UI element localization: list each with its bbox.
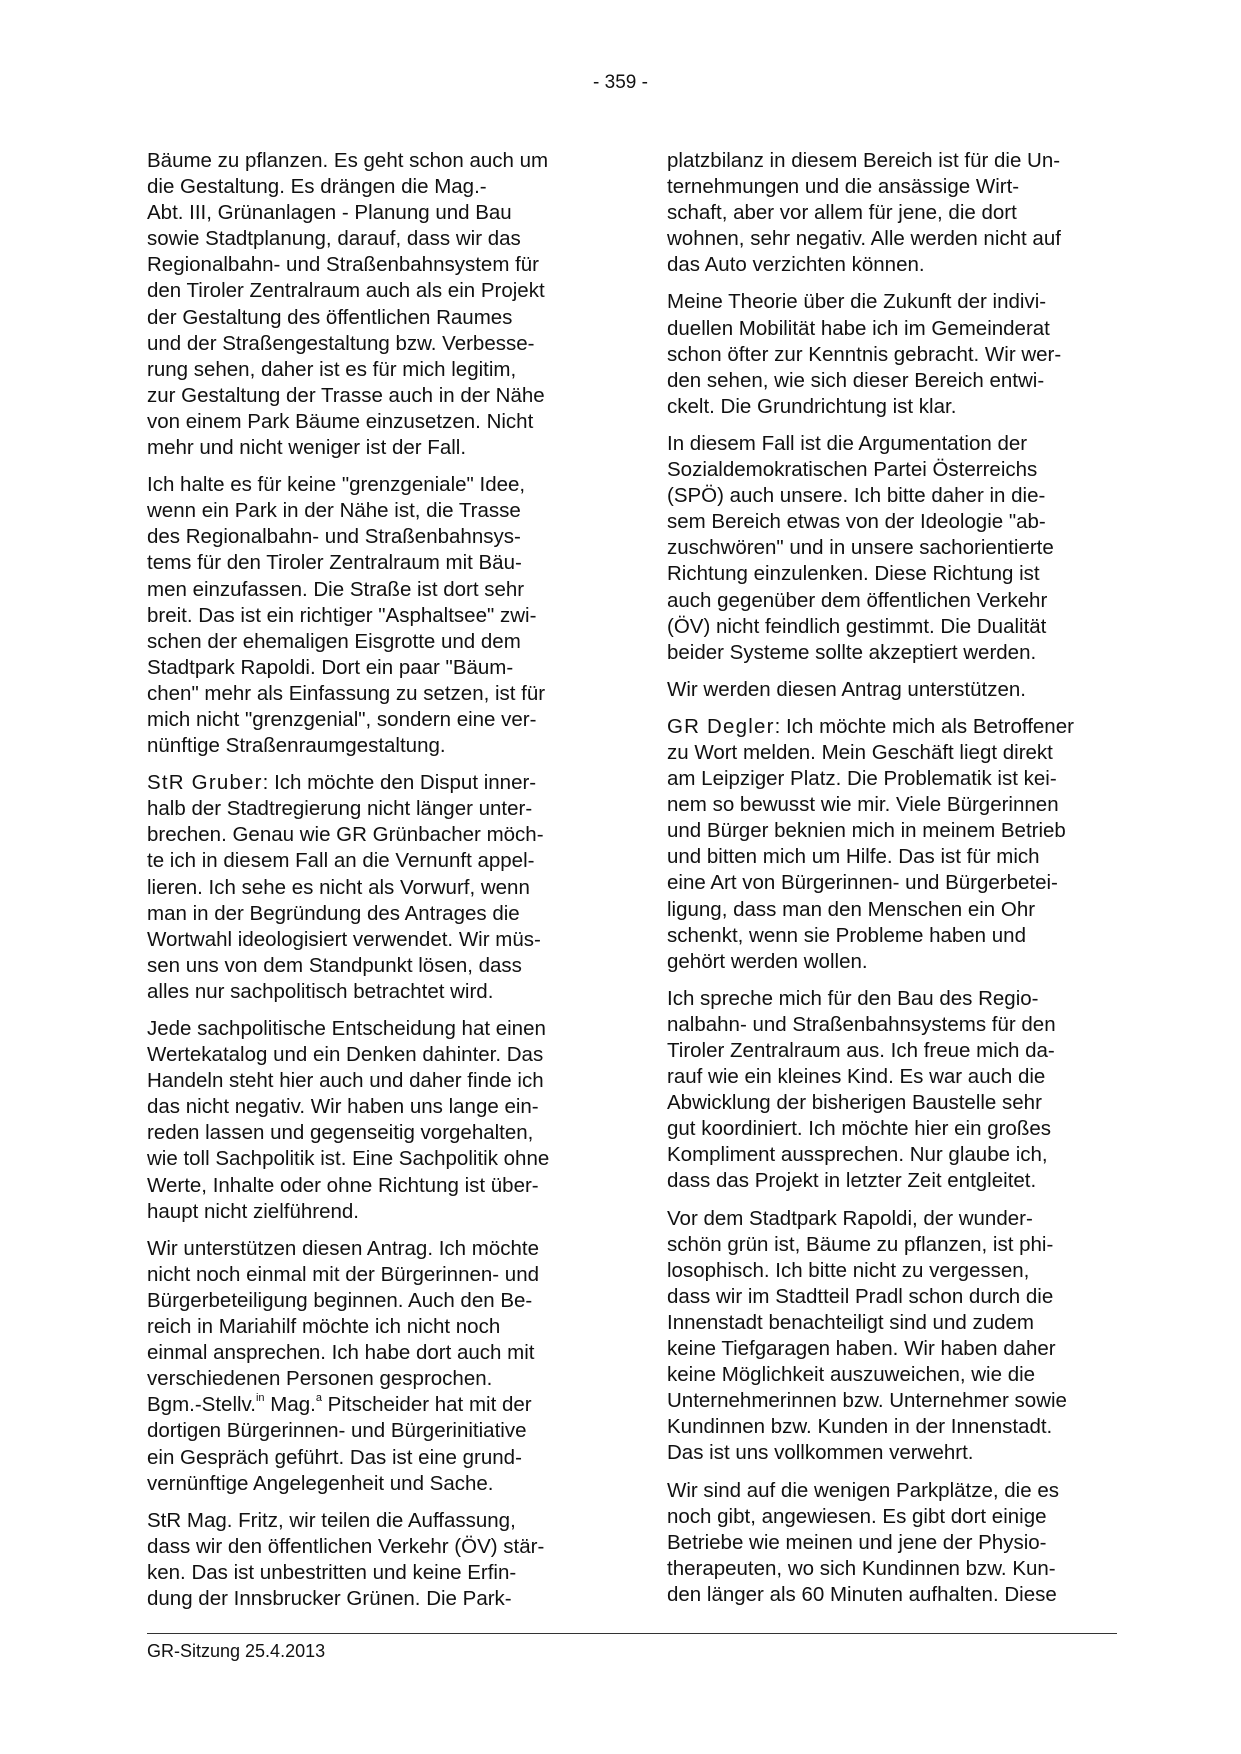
text-line: ternehmungen und die ansässige Wirt-	[667, 175, 1020, 199]
text-line: Wir unterstützen diesen Antrag. Ich möchte	[147, 1236, 539, 1260]
text-line: rung sehen, daher ist es für mich legitim,	[147, 357, 517, 381]
text-line: Stadtpark Rapoldi. Dort ein paar "Bäum-	[147, 655, 514, 679]
text-line: Regionalbahn- und Straßenbahnsystem für	[147, 253, 540, 277]
text-line: einmal ansprechen. Ich habe dort auch mit	[147, 1341, 535, 1365]
text-line: Meine Theorie über die Zukunft der indivi-	[667, 290, 1047, 314]
text-line: chen" mehr als Einfassung zu setzen, ist für	[147, 681, 546, 705]
text-line: schen der ehemaligen Eisgrotte und dem	[147, 629, 521, 653]
text-line: am Leipziger Platz. Die Problematik ist kei-	[667, 767, 1057, 791]
text-line: Werte, Inhalte oder ohne Richtung ist über-	[147, 1173, 539, 1197]
text-line: dass wir im Stadtteil Pradl schon durch die	[667, 1284, 1054, 1308]
text-line: das Auto verzichten können.	[667, 253, 925, 277]
right-column	[667, 148, 1117, 1619]
text-line: Handeln steht hier auch und daher finde ich	[147, 1069, 544, 1093]
superscript: in	[255, 1392, 265, 1405]
text-line: und der Straßengestaltung bzw. Verbesse-	[147, 331, 535, 355]
paragraph	[667, 714, 1117, 975]
text-line: dung der Innsbrucker Grünen. Die Park-	[147, 1586, 512, 1610]
paragraph	[667, 986, 1117, 1195]
text-line: zu Wort melden. Mein Geschäft liegt direkt	[667, 740, 1053, 764]
text-line: Kompliment aussprechen. Nur glaube ich,	[667, 1143, 1048, 1167]
text-line: wenn ein Park in der Nähe ist, die Trasse	[147, 499, 521, 523]
text-line: verschiedenen Personen gesprochen.	[147, 1367, 493, 1391]
text-line: nicht noch einmal mit der Bürgerinnen- und	[147, 1262, 539, 1286]
page-number: - 359 -	[593, 72, 648, 93]
text-line: den sehen, wie sich dieser Bereich entwi-	[667, 368, 1045, 392]
paragraph	[667, 289, 1117, 419]
text-line: der Gestaltung des öffentlichen Raumes	[147, 305, 513, 329]
paragraph	[147, 770, 602, 1005]
text-line: die Gestaltung. Es drängen die Mag.-	[147, 175, 487, 199]
text-line: Abt. III, Grünanlagen - Planung und Bau	[147, 201, 512, 225]
text-line: des Regionalbahn- und Straßenbahnsys-	[147, 525, 521, 549]
text-line: platzbilanz in diesem Bereich ist für die Un-	[667, 149, 1061, 172]
text-segment: : Ich möchte den Disput inner-	[262, 771, 537, 795]
text-line: therapeuten, wo sich Kundinnen bzw. Kun-	[667, 1556, 1056, 1580]
text-line: sem Bereich etwas von der Ideologie "ab-	[667, 510, 1046, 534]
text-line: Innenstadt benachteiligt sind und zudem	[667, 1310, 1034, 1334]
text-line: noch gibt, angewiesen. Es gibt dort einige	[667, 1504, 1047, 1528]
text-line: mich nicht "grenzgenial", sondern eine ver-	[147, 707, 537, 731]
footer-divider	[147, 1633, 1117, 1634]
paragraph	[147, 148, 602, 461]
text-line: schön grün ist, Bäume zu pflanzen, ist phi-	[667, 1232, 1054, 1256]
text-line: Ich spreche mich für den Bau des Regio-	[667, 986, 1039, 1010]
text-segment: Bgm.-Stellv.	[147, 1393, 256, 1417]
paragraph	[147, 1236, 602, 1497]
text-line: Ich halte es für keine "grenzgeniale" Idee,	[147, 473, 526, 497]
paragraph	[667, 148, 1117, 278]
text-line: dass das Projekt in letzter Zeit entgleitet.	[667, 1169, 1037, 1193]
text-line: gehört werden wollen.	[667, 949, 868, 973]
text-line: men einzufassen. Die Straße ist dort sehr	[147, 577, 525, 601]
text-line: breit. Das ist ein richtiger "Asphaltsee" zwi-	[147, 603, 537, 627]
text-line: Kundinnen bzw. Kunden in der Innenstadt.	[667, 1415, 1053, 1439]
text-line: Wir werden diesen Antrag unterstützen.	[667, 677, 1026, 701]
text-line: und Bürger beknien mich in meinem Betrieb	[667, 819, 1066, 843]
text-line	[667, 714, 1117, 740]
text-line: ckelt. Die Grundrichtung ist klar.	[667, 394, 957, 418]
text-line: duellen Mobilität habe ich im Gemeinderat	[667, 316, 1050, 340]
text-line: Unternehmerinnen bzw. Unternehmer sowie	[667, 1389, 1067, 1413]
text-segment: Mag.	[264, 1393, 316, 1417]
text-line: wie toll Sachpolitik ist. Eine Sachpolitik ohne	[147, 1147, 550, 1171]
text-line: nem so bewusst wie mir. Viele Bürgerinnen	[667, 793, 1059, 817]
paragraph	[147, 1508, 602, 1612]
text-line: StR Mag. Fritz, wir teilen die Auffassung,	[147, 1508, 516, 1532]
text-line: wohnen, sehr negativ. Alle werden nicht auf	[667, 227, 1061, 251]
text-line: beider Systeme sollte akzeptiert werden.	[667, 640, 1037, 664]
text-line: Wir sind auf die wenigen Parkplätze, die es	[667, 1478, 1059, 1502]
text-segment: Pitscheider hat mit der	[321, 1393, 532, 1417]
text-line: eine Art von Bürgerinnen- und Bürgerbetei-	[667, 871, 1058, 895]
footer-session-date: GR-Sitzung 25.4.2013	[147, 1641, 326, 1661]
text-line: haupt nicht zielführend.	[147, 1199, 359, 1223]
text-line: In diesem Fall ist die Argumentation der	[667, 431, 1028, 455]
text-line: tems für den Tiroler Zentralraum mit Bäu-	[147, 551, 522, 575]
text-line: Das ist uns vollkommen verwehrt.	[667, 1441, 974, 1465]
text-line: auch gegenüber dem öffentlichen Verkehr	[667, 588, 1048, 612]
text-line	[147, 770, 602, 796]
text-line: Betriebe wie meinen und jene der Physio-	[667, 1530, 1047, 1554]
paragraph	[147, 1016, 602, 1225]
speaker-name: StR Gruber	[147, 771, 263, 795]
text-line: ken. Das ist unbestritten und keine Erfin-	[147, 1560, 517, 1584]
paragraph	[667, 431, 1117, 666]
text-line: alles nur sachpolitisch betrachtet wird.	[147, 979, 494, 1003]
text-line: Richtung einzulenken. Diese Richtung ist	[667, 562, 1040, 586]
text-line: mehr und nicht weniger ist der Fall.	[147, 436, 467, 460]
text-line: Wertekatalog und ein Denken dahinter. Das	[147, 1043, 544, 1067]
text-line: und bitten mich um Hilfe. Das ist für mich	[667, 845, 1040, 869]
text-line: schon öfter zur Kenntnis gebracht. Wir wer-	[667, 342, 1062, 366]
text-line: das nicht negativ. Wir haben uns lange ein-	[147, 1095, 539, 1119]
text-line	[147, 1392, 602, 1418]
left-column	[147, 148, 602, 1623]
text-line: te ich in diesem Fall an die Vernunft appel-	[147, 849, 535, 873]
text-line: ligung, dass man den Menschen ein Ohr	[667, 897, 1036, 921]
text-line: Vor dem Stadtpark Rapoldi, der wunder-	[667, 1206, 1033, 1230]
text-line: nünftige Straßenraumgestaltung.	[147, 734, 446, 758]
text-line: Abwicklung der bisherigen Baustelle sehr	[667, 1091, 1042, 1115]
text-line: Wortwahl ideologisiert verwendet. Wir müs-	[147, 927, 541, 951]
paragraph	[667, 1206, 1117, 1467]
text-line: Bürgerbeteiligung beginnen. Auch den Be-	[147, 1288, 533, 1312]
speaker-name: GR Degler	[667, 714, 775, 738]
text-line: (ÖV) nicht feindlich gestimmt. Die Dualität	[667, 614, 1047, 638]
text-line: Bäume zu pflanzen. Es geht schon auch um	[147, 149, 549, 172]
text-line: (SPÖ) auch unsere. Ich bitte daher in die-	[667, 484, 1046, 508]
text-line: sen uns von dem Standpunkt lösen, dass	[147, 953, 522, 977]
text-line: vernünftige Angelegenheit und Sache.	[147, 1471, 494, 1495]
text-line: schenkt, wenn sie Probleme haben und	[667, 923, 1026, 947]
text-line: zuschwören" und in unsere sachorientierte	[667, 536, 1054, 560]
text-line: halb der Stadtregierung nicht länger unter-	[147, 797, 533, 821]
text-segment: : Ich möchte mich als Betroffener	[774, 714, 1074, 738]
text-line: den Tiroler Zentralraum auch als ein Projekt	[147, 279, 545, 303]
text-line: dass wir den öffentlichen Verkehr (ÖV) stär-	[147, 1534, 545, 1558]
text-line: schaft, aber vor allem für jene, die dort	[667, 201, 1017, 225]
text-line: dortigen Bürgerinnen- und Bürgerinitiative	[147, 1419, 527, 1443]
text-line: gut koordiniert. Ich möchte hier ein großes	[667, 1117, 1051, 1141]
text-line: zur Gestaltung der Trasse auch in der Nähe	[147, 383, 545, 407]
text-line: ein Gespräch geführt. Das ist eine grund-	[147, 1445, 522, 1469]
text-line: nalbahn- und Straßenbahnsystems für den	[667, 1012, 1056, 1036]
superscript: a	[315, 1392, 322, 1405]
text-line: Tiroler Zentralraum aus. Ich freue mich da-	[667, 1039, 1055, 1062]
text-line: losophisch. Ich bitte nicht zu vergessen,	[667, 1258, 1030, 1282]
text-line: sowie Stadtplanung, darauf, dass wir das	[147, 227, 521, 251]
text-line: den länger als 60 Minuten aufhalten. Diese	[667, 1582, 1057, 1606]
text-line: keine Möglichkeit auszuweichen, wie die	[667, 1363, 1036, 1387]
text-line: brechen. Genau wie GR Grünbacher möch-	[147, 823, 544, 847]
paragraph	[147, 472, 602, 759]
paragraph	[667, 1478, 1117, 1608]
text-line: keine Tiefgaragen haben. Wir haben daher	[667, 1337, 1056, 1361]
text-line: von einem Park Bäume einzusetzen. Nicht	[147, 409, 534, 433]
text-line: lieren. Ich sehe es nicht als Vorwurf, wenn	[147, 875, 530, 899]
text-line: reden lassen und gegenseitig vorgehalten,	[147, 1121, 534, 1145]
text-line: man in der Begründung des Antrages die	[147, 901, 520, 925]
text-line: Jede sachpolitische Entscheidung hat einen	[147, 1017, 546, 1040]
paragraph	[667, 677, 1117, 703]
text-line: Sozialdemokratischen Partei Österreichs	[667, 458, 1038, 482]
text-line: reich in Mariahilf möchte ich nicht noch	[147, 1315, 501, 1339]
text-line: rauf wie ein kleines Kind. Es war auch die	[667, 1065, 1046, 1089]
